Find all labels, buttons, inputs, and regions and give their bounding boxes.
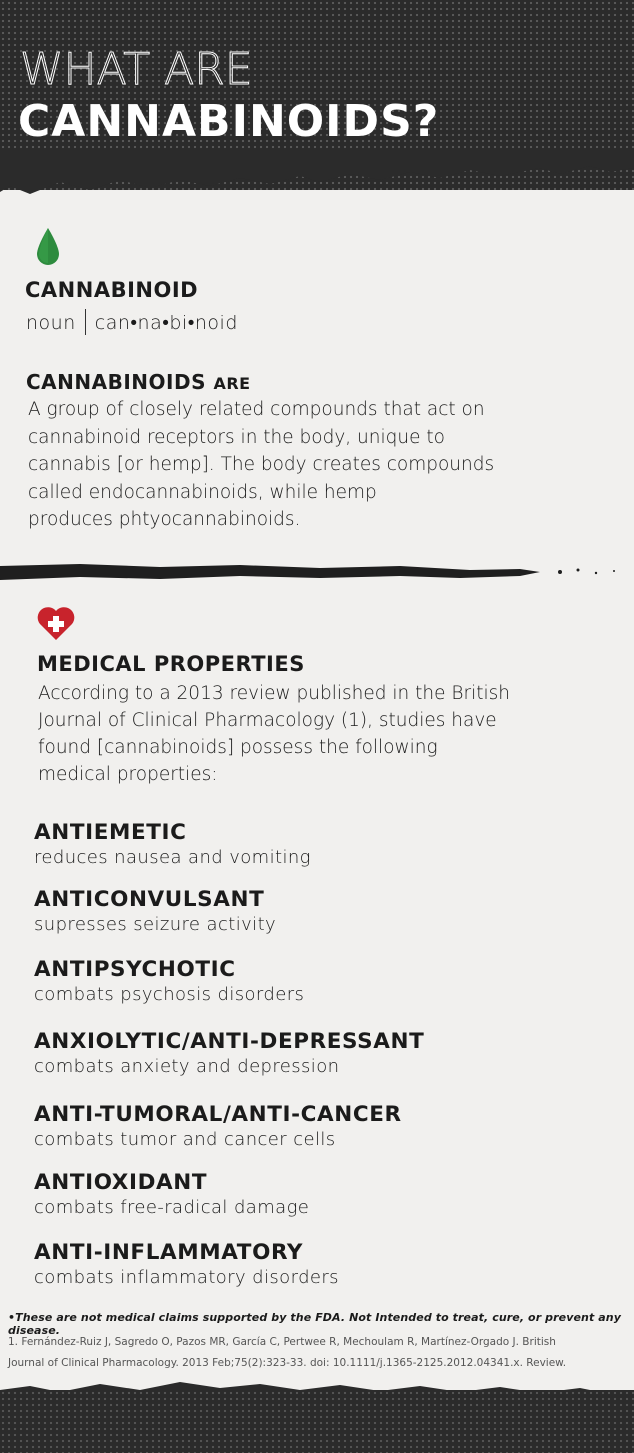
pronunciation: can•na•bi•noid <box>94 312 238 334</box>
property-antiemetic <box>34 820 614 870</box>
medical-heading: MEDICAL PROPERTIES <box>37 652 305 676</box>
heart-plus-icon <box>36 604 76 642</box>
property-desc: reduces nausea and vomiting <box>34 847 311 868</box>
definition-line: A group of closely related compounds that act on <box>28 399 485 420</box>
property-anti-tumoral <box>34 1102 614 1152</box>
property-anticonvulsant <box>34 887 614 937</box>
definition-heading <box>26 370 251 394</box>
definition-line: cannabis [or hemp]. The body creates compounds <box>28 454 495 475</box>
medical-intro-line: medical properties: <box>38 764 218 785</box>
property-name: ANTI-TUMORAL/ANTI-CANCER <box>34 1102 402 1127</box>
brush-divider <box>0 558 634 588</box>
header-torn-edge <box>0 150 634 210</box>
property-name: ANTIPSYCHOTIC <box>34 957 236 982</box>
medical-intro-line: found [cannabinoids] possess the following <box>38 737 438 758</box>
property-anti-inflammatory <box>34 1240 614 1290</box>
reference-line: 1. Fernández-Ruiz J, Sagredo O, Pazos MR, García C, Pertwee R, Mechoulam R, Martínez-Orgado J. British <box>8 1336 556 1348</box>
part-of-speech: noun <box>26 312 76 334</box>
property-name: ANTIEMETIC <box>34 820 187 845</box>
fda-disclaimer: •These are not medical claims supported by the FDA. Not Intended to treat, cure, or prevent any disease. <box>8 1311 621 1337</box>
property-anxiolytic <box>34 1029 614 1079</box>
property-desc: combats psychosis disorders <box>34 984 305 1005</box>
property-desc: combats free-radical damage <box>34 1197 310 1218</box>
reference-line: Journal of Clinical Pharmacology. 2013 Feb;75(2):323-33. doi: 10.1111/j.1365-2125.2012.04341.x. Review. <box>8 1357 567 1369</box>
property-name: ANTIOXIDANT <box>34 1170 208 1195</box>
pronunciation-row <box>26 309 238 335</box>
property-antipsychotic <box>34 957 614 1007</box>
footer-banner <box>0 1390 634 1453</box>
definition-line: cannabinoid receptors in the body, unique to <box>28 426 445 448</box>
title-line-2: CANNABINOIDS? <box>18 96 440 147</box>
reference <box>8 1332 628 1374</box>
property-antioxidant <box>34 1170 614 1220</box>
definition-heading-suffix: ARE <box>213 374 251 393</box>
separator <box>85 309 86 335</box>
property-desc: combats tumor and cancer cells <box>34 1129 336 1150</box>
definition-line: produces phtyocannabinoids. <box>28 509 301 530</box>
title-line-1: WHAT ARE <box>20 44 253 95</box>
definition-body <box>28 396 588 534</box>
definition-heading-main: CANNABINOIDS <box>26 370 206 394</box>
medical-intro-line: According to a 2013 review published in the British <box>38 683 511 704</box>
medical-intro-line: Journal of Clinical Pharmacology (1), studies have <box>38 710 497 731</box>
property-name: ANTI-INFLAMMATORY <box>34 1240 304 1265</box>
definition-word: CANNABINOID <box>25 278 199 302</box>
drop-icon <box>34 226 62 268</box>
property-desc: supresses seizure activity <box>34 914 277 935</box>
definition-line: called endocannabinoids, while hemp <box>28 481 377 503</box>
property-desc: combats anxiety and depression <box>34 1056 340 1077</box>
medical-intro <box>38 680 598 788</box>
property-desc: combats inflammatory disorders <box>34 1267 339 1288</box>
property-name: ANXIOLYTIC/ANTI-DEPRESSANT <box>34 1029 425 1054</box>
property-name: ANTICONVULSANT <box>34 887 265 912</box>
